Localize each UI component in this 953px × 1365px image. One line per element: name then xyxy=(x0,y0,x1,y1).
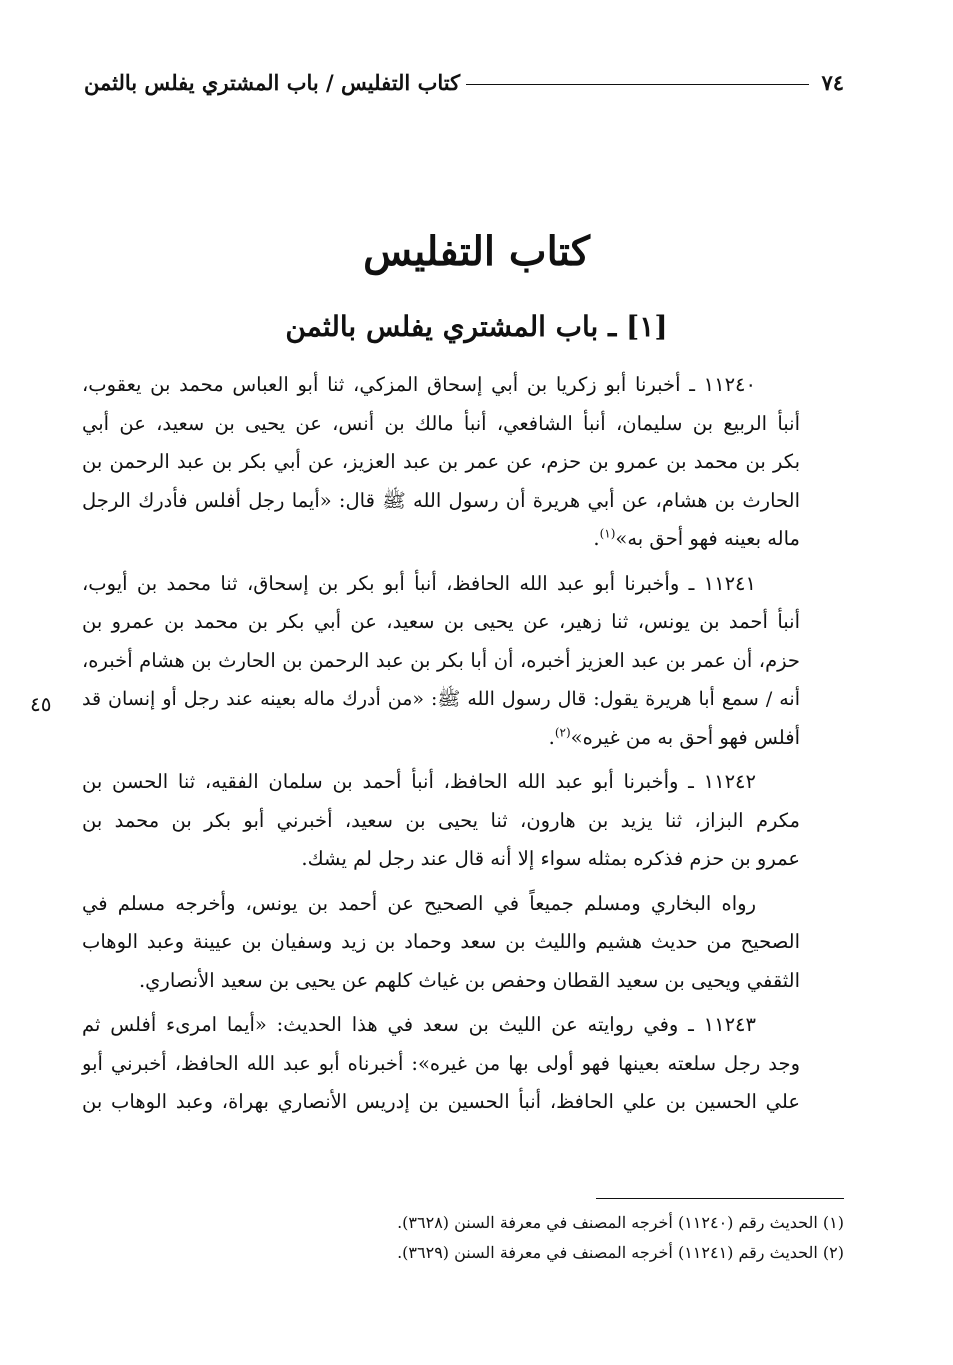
text-line: رواه البخاري ومسلم جميعاً في الصحيح عن أحمد بن يونس، وأخرجه مسلم في xyxy=(82,891,756,915)
text-line: أنبأ الربيع بن سليمان، أنبأ الشافعي، أنبأ مالك بن أنس، عن يحيى بن سعيد، عن أبي xyxy=(82,411,800,435)
hadith-paragraph-11241 xyxy=(82,565,844,758)
margin-page-marker: ٤٥ xyxy=(30,692,52,716)
text-line: أنه / سمع أبا هريرة يقول: قال رسول الله ﷺ: «من أدرك ماله بعينه عند رجل أو إنسان قد xyxy=(82,688,800,710)
text-line: أنبأ أحمد بن يونس، ثنا زهير، عن يحيى بن سعيد، عن أبي بكر بن محمد بن عمرو بن xyxy=(82,610,800,633)
text-line: مكرم البزاز، ثنا يزيد بن هارون، ثنا يحيى بن سعيد، أخبرني أبو بكر بن محمد بن xyxy=(82,808,800,832)
text-line-content: أفلس فهو أحق به من غيره» xyxy=(570,725,800,749)
text-line: ماله بعينه فهو أحق به»$^{(١)}$. xyxy=(593,526,800,550)
text-line: وجد رجل سلعته بعينها فهو أولى بها من غيره»: أخبرناه أبو عبد الله الحافظ، أخبرني أبو xyxy=(82,1051,800,1075)
book-title: كتاب التفليس xyxy=(363,228,590,275)
text-line: عمرو بن حزم فذكره بمثله سواء إلا أنه قال عند رجل لم يشك. xyxy=(301,847,800,870)
hadith-paragraph-11243 xyxy=(82,1006,844,1122)
hadith-paragraph-11240 xyxy=(82,366,844,559)
page-number: ٧٤ xyxy=(821,69,844,95)
footnote-ref: (٢) xyxy=(554,725,571,739)
text-line: الثقفي ويحيى بن سعيد القطان وحفص بن غياث كلهم عن يحيى بن سعيد الأنصاري. xyxy=(138,968,800,992)
footnote-item: (٢) الحديث رقم (١١٢٤١) أخرجه المصنف في معرفة السنن (٣٦٢٩). xyxy=(397,1243,844,1262)
text-line: حزم، أن عمر بن عبد العزيز أخبره، أن أبا بكر بن عبد الرحمن بن الحارث بن هشام أخبره، xyxy=(82,648,800,672)
footnote-ref: (١) xyxy=(599,526,616,541)
commentary-paragraph xyxy=(82,885,844,1001)
footnote-separator xyxy=(596,1198,844,1199)
header-rule xyxy=(466,84,809,85)
footnotes xyxy=(300,1208,844,1268)
text-line: الصحيح من حديث هشيم والليث بن سعد وحماد بن زيد وسفيان بن عيينة وعبد الوهاب xyxy=(82,930,800,953)
running-title: كتاب التفليس / باب المشتري يفلس بالثمن xyxy=(84,69,461,95)
running-header xyxy=(84,62,844,102)
text-line: ١١٢٤٢ ـ وأخبرنا أبو عبد الله الحافظ، أنبأ أحمد بن سلمان الفقيه، ثنا الحسن بن xyxy=(82,770,756,793)
text-line: علي الحسين بن علي الحافظ، أنبأ الحسين بن إدريس الأنصاري بهراة، وعبد الوهاب بن xyxy=(82,1090,800,1113)
chapter-title: [١] ـ باب المشتري يفلس بالثمن xyxy=(285,310,668,343)
text-line: ١١٢٤٣ ـ وفي روايته عن الليث بن سعد في هذا الحديث: «أيما امرىء أفلس ثم xyxy=(82,1013,756,1036)
text-line: ١١٢٤١ ـ وأخبرنا أبو عبد الله الحافظ، أنبأ أبو بكر بن إسحاق، ثنا محمد بن أيوب، xyxy=(82,571,756,595)
text-line: ١١٢٤٠ ـ أخبرنا أبو زكريا بن أبي إسحاق المزكي، ثنا أبو العباس محمد بن يعقوب، xyxy=(82,373,756,396)
text-line: الحارث بن هشام، عن أبي هريرة أن رسول الله ﷺ قال: «أيما رجل أفلس فأدرك الرجل xyxy=(82,488,800,512)
text-line-content: ماله بعينه فهو أحق به» xyxy=(615,527,800,550)
footnote-item: (١) الحديث رقم (١١٢٤٠) أخرجه المصنف في معرفة السنن (٣٦٢٨). xyxy=(397,1213,844,1232)
body-text xyxy=(82,366,844,1130)
text-line: بكر بن محمد بن عمرو بن حزم، عن عمر بن عبد العزيز، عن أبي بكر بن عبد الرحمن بن xyxy=(82,450,800,473)
text-line: أفلس فهو أحق به من غيره»$^{(٢)}$. xyxy=(548,725,800,749)
hadith-paragraph-11242 xyxy=(82,763,844,879)
